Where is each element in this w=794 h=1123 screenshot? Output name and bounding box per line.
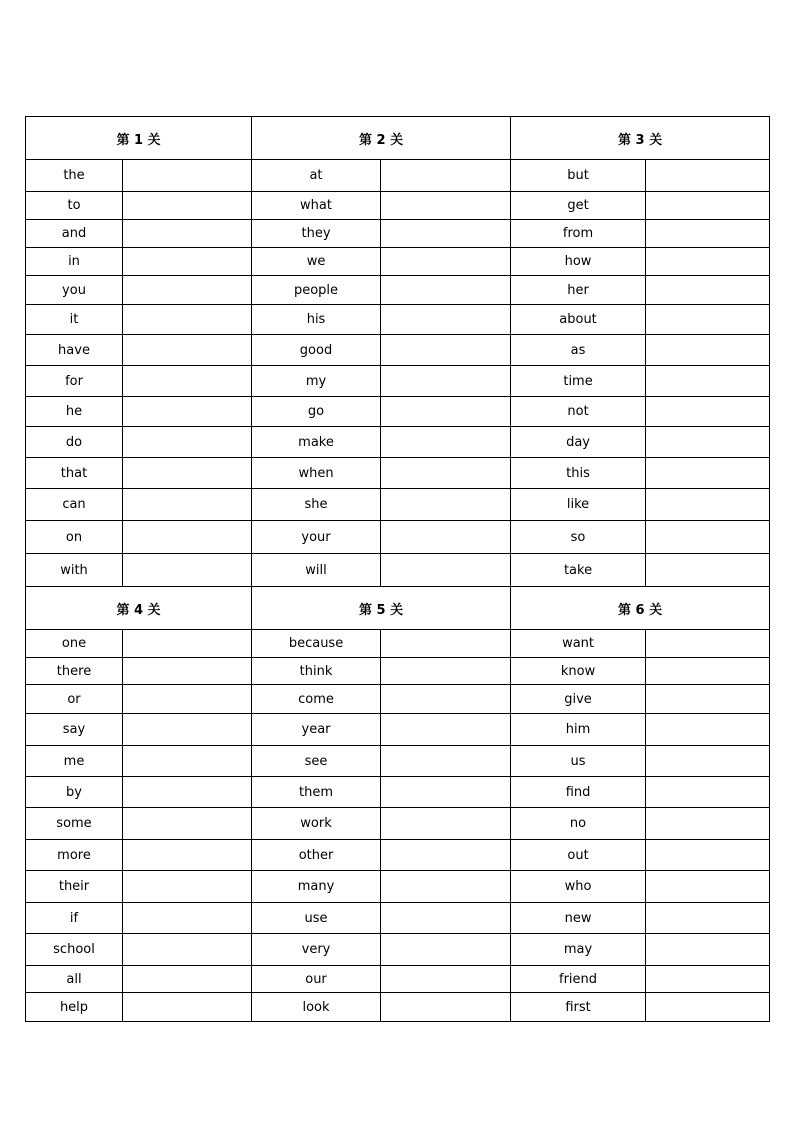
- word-cell: my: [252, 366, 381, 397]
- answer-cell[interactable]: [646, 746, 770, 777]
- word-row: [26, 714, 770, 746]
- answer-cell[interactable]: [123, 934, 252, 966]
- word-row: [26, 993, 770, 1022]
- answer-cell[interactable]: [646, 521, 770, 554]
- answer-cell[interactable]: [646, 248, 770, 276]
- word-cell: his: [252, 305, 381, 335]
- answer-cell[interactable]: [381, 160, 511, 192]
- level-header-row: [26, 117, 770, 160]
- word-cell: one: [26, 630, 123, 658]
- word-cell: so: [511, 521, 646, 554]
- word-row: [26, 192, 770, 220]
- word-row: [26, 305, 770, 335]
- word-cell: say: [26, 714, 123, 746]
- word-cell: that: [26, 458, 123, 489]
- level-title: 第 4 关: [26, 587, 252, 630]
- answer-cell[interactable]: [646, 808, 770, 840]
- word-cell: about: [511, 305, 646, 335]
- word-cell: how: [511, 248, 646, 276]
- word-cell: who: [511, 871, 646, 903]
- word-cell: in: [26, 248, 123, 276]
- answer-cell[interactable]: [123, 966, 252, 993]
- word-cell: come: [252, 685, 381, 714]
- answer-cell[interactable]: [646, 630, 770, 658]
- word-cell: for: [26, 366, 123, 397]
- answer-cell[interactable]: [381, 305, 511, 335]
- word-cell: and: [26, 220, 123, 248]
- word-cell: her: [511, 276, 646, 305]
- answer-cell[interactable]: [123, 305, 252, 335]
- word-cell: new: [511, 903, 646, 934]
- word-cell: year: [252, 714, 381, 746]
- word-cell: them: [252, 777, 381, 808]
- answer-cell[interactable]: [381, 248, 511, 276]
- answer-cell[interactable]: [646, 658, 770, 685]
- answer-cell[interactable]: [381, 276, 511, 305]
- level-title: 第 6 关: [511, 587, 770, 630]
- word-row: [26, 871, 770, 903]
- word-cell: him: [511, 714, 646, 746]
- answer-cell[interactable]: [123, 993, 252, 1022]
- word-cell: what: [252, 192, 381, 220]
- word-cell: you: [26, 276, 123, 305]
- word-cell: want: [511, 630, 646, 658]
- word-cell: it: [26, 305, 123, 335]
- answer-cell[interactable]: [646, 458, 770, 489]
- word-cell: on: [26, 521, 123, 554]
- word-cell: look: [252, 993, 381, 1022]
- answer-cell[interactable]: [123, 658, 252, 685]
- answer-cell[interactable]: [646, 714, 770, 746]
- word-cell: other: [252, 840, 381, 871]
- word-row: [26, 840, 770, 871]
- word-cell: or: [26, 685, 123, 714]
- answer-cell[interactable]: [646, 993, 770, 1022]
- word-row: [26, 489, 770, 521]
- word-cell: school: [26, 934, 123, 966]
- word-row: [26, 630, 770, 658]
- answer-cell[interactable]: [646, 840, 770, 871]
- word-cell: see: [252, 746, 381, 777]
- answer-cell[interactable]: [123, 160, 252, 192]
- answer-cell[interactable]: [646, 427, 770, 458]
- answer-cell[interactable]: [123, 220, 252, 248]
- answer-cell[interactable]: [646, 366, 770, 397]
- word-row: [26, 966, 770, 993]
- word-cell: can: [26, 489, 123, 521]
- word-cell: first: [511, 993, 646, 1022]
- word-cell: will: [252, 554, 381, 587]
- word-row: [26, 366, 770, 397]
- answer-cell[interactable]: [646, 685, 770, 714]
- word-cell: get: [511, 192, 646, 220]
- answer-cell[interactable]: [123, 427, 252, 458]
- answer-cell[interactable]: [646, 335, 770, 366]
- word-row: [26, 160, 770, 192]
- level-title: 第 5 关: [252, 587, 511, 630]
- answer-cell[interactable]: [381, 808, 511, 840]
- answer-cell[interactable]: [123, 489, 252, 521]
- word-cell: good: [252, 335, 381, 366]
- answer-cell[interactable]: [381, 427, 511, 458]
- word-cell: help: [26, 993, 123, 1022]
- word-row: [26, 335, 770, 366]
- answer-cell[interactable]: [123, 366, 252, 397]
- word-cell: this: [511, 458, 646, 489]
- level-title: 第 3 关: [511, 117, 770, 160]
- word-cell: work: [252, 808, 381, 840]
- level-header-row: [26, 587, 770, 630]
- answer-cell[interactable]: [646, 934, 770, 966]
- answer-cell[interactable]: [646, 966, 770, 993]
- word-cell: if: [26, 903, 123, 934]
- answer-cell[interactable]: [123, 192, 252, 220]
- word-cell: make: [252, 427, 381, 458]
- word-cell: by: [26, 777, 123, 808]
- answer-cell[interactable]: [123, 903, 252, 934]
- answer-cell[interactable]: [381, 521, 511, 554]
- word-cell: your: [252, 521, 381, 554]
- word-cell: he: [26, 397, 123, 427]
- answer-cell[interactable]: [381, 966, 511, 993]
- word-cell: at: [252, 160, 381, 192]
- answer-cell[interactable]: [646, 192, 770, 220]
- level-title: 第 2 关: [252, 117, 511, 160]
- word-cell: they: [252, 220, 381, 248]
- answer-cell[interactable]: [381, 366, 511, 397]
- word-cell: as: [511, 335, 646, 366]
- word-row: [26, 685, 770, 714]
- answer-cell[interactable]: [646, 305, 770, 335]
- word-cell: because: [252, 630, 381, 658]
- vocabulary-table: [25, 116, 770, 1022]
- answer-cell[interactable]: [646, 871, 770, 903]
- word-row: [26, 458, 770, 489]
- word-cell: time: [511, 366, 646, 397]
- word-row: [26, 427, 770, 458]
- word-cell: she: [252, 489, 381, 521]
- word-cell: take: [511, 554, 646, 587]
- word-cell: have: [26, 335, 123, 366]
- answer-cell[interactable]: [381, 220, 511, 248]
- answer-cell[interactable]: [381, 714, 511, 746]
- answer-cell[interactable]: [646, 903, 770, 934]
- word-cell: many: [252, 871, 381, 903]
- word-row: [26, 276, 770, 305]
- word-cell: use: [252, 903, 381, 934]
- word-cell: when: [252, 458, 381, 489]
- answer-cell[interactable]: [381, 458, 511, 489]
- answer-cell[interactable]: [381, 489, 511, 521]
- word-cell: people: [252, 276, 381, 305]
- answer-cell[interactable]: [381, 335, 511, 366]
- answer-cell[interactable]: [381, 630, 511, 658]
- word-cell: know: [511, 658, 646, 685]
- answer-cell[interactable]: [381, 993, 511, 1022]
- word-cell: think: [252, 658, 381, 685]
- word-cell: all: [26, 966, 123, 993]
- word-row: [26, 746, 770, 777]
- answer-cell[interactable]: [381, 934, 511, 966]
- answer-cell[interactable]: [123, 777, 252, 808]
- word-cell: to: [26, 192, 123, 220]
- word-cell: friend: [511, 966, 646, 993]
- word-cell: no: [511, 808, 646, 840]
- word-row: [26, 808, 770, 840]
- word-cell: our: [252, 966, 381, 993]
- word-cell: their: [26, 871, 123, 903]
- word-cell: with: [26, 554, 123, 587]
- word-cell: but: [511, 160, 646, 192]
- word-cell: like: [511, 489, 646, 521]
- answer-cell[interactable]: [646, 220, 770, 248]
- word-cell: may: [511, 934, 646, 966]
- word-row: [26, 521, 770, 554]
- answer-cell[interactable]: [381, 746, 511, 777]
- answer-cell[interactable]: [123, 871, 252, 903]
- answer-cell[interactable]: [123, 335, 252, 366]
- answer-cell[interactable]: [123, 630, 252, 658]
- answer-cell[interactable]: [381, 554, 511, 587]
- answer-cell[interactable]: [646, 489, 770, 521]
- answer-cell[interactable]: [123, 808, 252, 840]
- word-row: [26, 903, 770, 934]
- answer-cell[interactable]: [646, 276, 770, 305]
- word-cell: more: [26, 840, 123, 871]
- answer-cell[interactable]: [646, 160, 770, 192]
- word-cell: from: [511, 220, 646, 248]
- word-cell: me: [26, 746, 123, 777]
- word-cell: some: [26, 808, 123, 840]
- word-row: [26, 658, 770, 685]
- answer-cell[interactable]: [123, 276, 252, 305]
- word-row: [26, 554, 770, 587]
- word-cell: the: [26, 160, 123, 192]
- answer-cell[interactable]: [646, 554, 770, 587]
- word-row: [26, 248, 770, 276]
- answer-cell[interactable]: [381, 777, 511, 808]
- answer-cell[interactable]: [123, 714, 252, 746]
- level-title: 第 1 关: [26, 117, 252, 160]
- word-row: [26, 777, 770, 808]
- word-row: [26, 934, 770, 966]
- answer-cell[interactable]: [123, 458, 252, 489]
- answer-cell[interactable]: [123, 554, 252, 587]
- answer-cell[interactable]: [381, 903, 511, 934]
- answer-cell[interactable]: [646, 777, 770, 808]
- answer-cell[interactable]: [123, 521, 252, 554]
- answer-cell[interactable]: [123, 248, 252, 276]
- word-cell: not: [511, 397, 646, 427]
- answer-cell[interactable]: [381, 192, 511, 220]
- word-cell: give: [511, 685, 646, 714]
- answer-cell[interactable]: [123, 840, 252, 871]
- word-cell: go: [252, 397, 381, 427]
- answer-cell[interactable]: [381, 840, 511, 871]
- answer-cell[interactable]: [381, 397, 511, 427]
- word-cell: find: [511, 777, 646, 808]
- answer-cell[interactable]: [123, 685, 252, 714]
- word-cell: us: [511, 746, 646, 777]
- word-row: [26, 220, 770, 248]
- word-cell: do: [26, 427, 123, 458]
- word-cell: there: [26, 658, 123, 685]
- word-cell: day: [511, 427, 646, 458]
- answer-cell[interactable]: [123, 746, 252, 777]
- answer-cell[interactable]: [381, 685, 511, 714]
- word-row: [26, 397, 770, 427]
- word-cell: out: [511, 840, 646, 871]
- answer-cell[interactable]: [646, 397, 770, 427]
- word-cell: we: [252, 248, 381, 276]
- word-cell: very: [252, 934, 381, 966]
- answer-cell[interactable]: [381, 871, 511, 903]
- answer-cell[interactable]: [381, 658, 511, 685]
- answer-cell[interactable]: [123, 397, 252, 427]
